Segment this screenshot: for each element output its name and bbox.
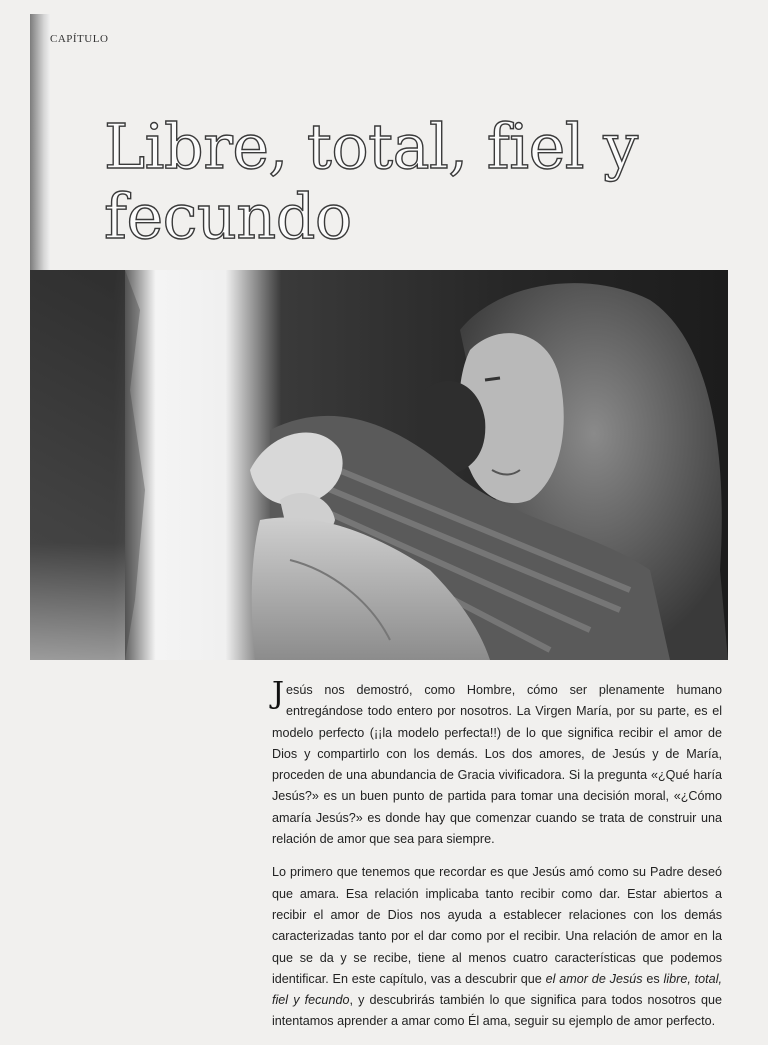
paragraph-2-emphasis-2: libre, total, fiel y fecundo (272, 971, 722, 1008)
chapter-label: CAPÍTULO (50, 33, 109, 45)
drop-cap: J (272, 676, 285, 711)
paragraph-2-part-3: , y descubrirás también lo que significa para todos nosotros que intentamos aprender a amar como Él ama, seguir su ejemplo de amor perfecto. (272, 993, 722, 1029)
photo-embrace-icon (30, 270, 728, 660)
chapter-photo (30, 270, 728, 660)
body-text (272, 676, 722, 1045)
page-spine-shadow (30, 14, 50, 276)
paragraph-2-part-1: Lo primero que tenemos que recordar es que Jesús amó como su Padre deseó que amara. Esa relación implicaba tanto recibir como dar. Estar abiertos a recibir el amor de Dios nos ayuda a establecer relaciones con los demás caracterizadas tanto por el dar como por el recibir. Una relación de amor en la que se da y se recibe, tiene al menos cuatro características que podemos identificar. En este capítulo, vas a descubrir que (272, 865, 722, 986)
paragraph-2-part-2: es (642, 971, 664, 986)
paragraph-1 (272, 676, 722, 850)
paragraph-2 (272, 862, 722, 1032)
page-title: Libre, total, fiel y fecundo (104, 110, 638, 253)
paragraph-2-emphasis-1: el amor de Jesús (545, 971, 643, 986)
paragraph-1-text: esús nos demostró, como Hombre, cómo ser plenamente humano entregándose todo entero por nosotros. La Virgen María, por su parte, es el modelo perfecto (¡¡la modelo perfecta!!) de lo que significa recibir el amor de Dios y compartirlo con los demás. Los dos amores, de Jesús y de María, proceden de una abundancia de Gracia vivificadora. Si la pregunta «¿Qué haría Jesús?» es un buen punto de partida para tomar una decisión moral, «¿Cómo amaría Jesús?» es donde hay que comenzar cuando se trata de construir una relación de amor que sea para siempre. (272, 683, 722, 847)
